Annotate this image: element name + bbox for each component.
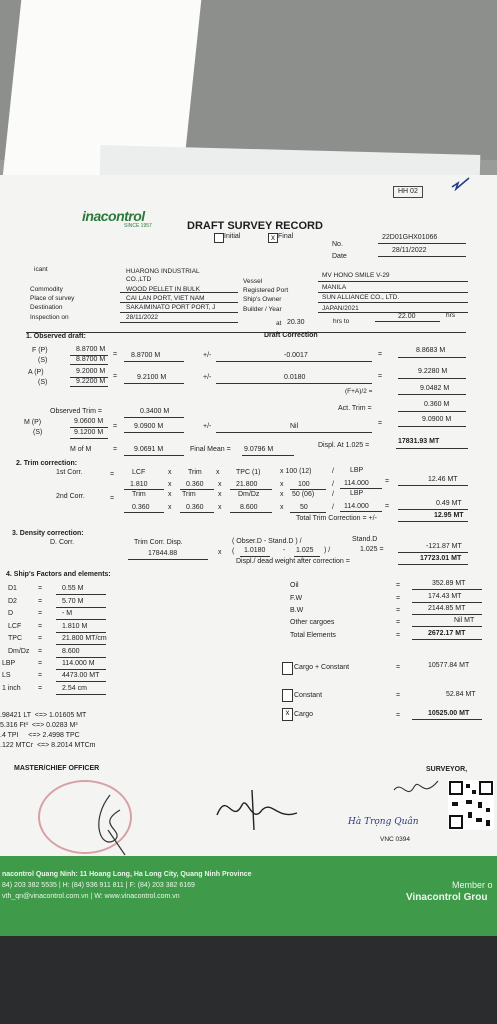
info-value: JAPAN/2021 [322,305,359,312]
element-label: Other cargoes [290,619,335,626]
info-value: 28/11/2022 [126,314,159,321]
to-underline [375,321,440,322]
element-label: B.W [290,607,304,614]
cargo-value: 10525.00 MT [428,710,470,717]
field-line [124,417,184,418]
section-heading: Draft Correction [264,332,318,339]
m-correction: Nil [290,423,299,430]
no-underline [378,243,466,244]
footer-email: vth_qn@vinacontrol.com.vn | W: www.vinacontrol.com.vn [2,893,180,900]
field-line [216,383,372,384]
constant-label: Constant [294,692,323,699]
f-corrected: 8.8683 M [416,347,446,354]
act-trim-value: 0.360 M [424,401,450,408]
displ-after-label: Displ./ dead weight after correction = [236,558,350,565]
m-corrected: 9.0900 M [422,416,452,423]
checkmark-icon [450,177,472,196]
equals: = [385,503,390,510]
trim-op: x [168,491,172,498]
field-line [56,694,106,695]
info-label: Inspection on [30,314,69,321]
field-line [398,378,466,379]
field-line [398,509,468,510]
field-line [412,589,482,590]
field-line [398,521,468,522]
equals: = [396,607,401,614]
element-value: 2144.85 MT [428,605,466,612]
field-line [70,438,108,439]
trim-value: 21.800 [236,481,258,488]
fs-value: 8.8700 M [76,356,106,363]
info-line [318,281,468,282]
info-value: MV HONO SMILE V-29 [322,272,390,279]
mofm-label: M of M [70,446,92,453]
final-label: Final [278,233,294,240]
field-line [398,394,466,395]
officer-signature [212,785,302,840]
std-density: 1.025 [296,547,314,554]
as-label: (S) [38,379,48,386]
info-label: icant [34,266,48,273]
section-divider [26,332,466,333]
field-line [124,512,164,513]
footer-address: nacontrol Quang Ninh: 11 Hoang Long, Ha Long City, Quang Ninh Province [2,871,252,878]
mofm-value: 9.0691 M [134,446,164,453]
equals: = [396,619,401,626]
constant-checkbox[interactable] [282,689,293,702]
corr-disp-value: 17844.88 [148,550,178,557]
field-line [398,411,466,412]
final-checkbox[interactable]: x [268,233,278,243]
total-trim-value: 12.95 MT [434,512,464,519]
element-value: 2672.17 MT [428,630,466,637]
field-line [124,489,164,490]
master-label: MASTER/CHIEF OFFICER [14,765,100,772]
trim-op: x [218,491,222,498]
field-line [124,432,184,433]
density-op: - [283,547,286,554]
at-label: at [276,320,282,327]
trim-value: 114.000 [344,480,369,487]
cargo-constant-value: 10577.84 MT [428,662,470,669]
trim-op: x [280,481,284,488]
final-mean-value: 9.0796 M [244,446,274,453]
factor-label: LCF [8,623,22,630]
constant-value: 52.84 MT [446,691,476,698]
factor-label: LS [2,672,11,679]
field-line [56,681,106,682]
trim-header: Trim [132,491,146,498]
info-line [120,302,238,303]
d-corr-label: D. Corr. [50,539,75,546]
field-line [412,614,482,615]
info-label: Registered Port [243,287,289,294]
info-line [318,302,468,303]
equals: = [110,495,115,502]
info-line [120,322,238,323]
field-line [398,426,466,427]
equals: = [113,446,118,453]
displ-label: Displ. At 1.025 = [318,442,370,449]
field-line [412,719,482,720]
element-label: Oil [290,582,299,589]
factor-value: - M [62,610,73,617]
surveyor-code: VNC 0394 [380,836,410,843]
ms-label: (S) [33,429,43,436]
equals: = [378,373,383,380]
factor-value: 4473.00 MT [62,672,100,679]
conversion-row: 5.316 Ft³ <=> 0.0283 M³ [0,722,78,729]
fa2-label: (F+A)/2 = [345,388,373,395]
density-paren: ( [232,548,235,555]
field-line [216,432,372,433]
trim-op: x [280,504,284,511]
section-heading: 2. Trim correction: [16,460,78,467]
density-formula: ( Obser.D - Stand.D ) / [232,538,302,545]
conversion-row: .4 TPI <=> 2.4998 TPC [0,732,80,739]
trim-header: LCF [132,469,146,476]
element-label: Total Elements [290,632,336,639]
footer-group: Vinacontrol Grou [406,892,488,903]
info-line [120,292,238,293]
field-line [70,386,108,387]
field-line [56,669,106,670]
a-corrected: 9.2280 M [418,368,448,375]
equals: = [38,685,43,692]
factor-label: TPC [8,635,22,642]
factor-value: 8.600 [62,648,80,655]
cargo-label: Cargo [294,711,314,718]
field-line [398,357,466,358]
field-line [216,361,372,362]
equals: = [396,664,401,671]
equals: = [38,672,43,679]
surveyor-signature [392,775,442,810]
trim-header: / [332,468,334,475]
trim-2nd-label: 2nd Corr. [56,493,85,500]
field-line [240,556,270,557]
trim-op: x [280,491,284,498]
field-line [340,488,382,489]
date-label: Date [332,253,347,260]
density-standd: Stand.D [352,536,378,543]
info-value: WOOD PELLET IN BULK [126,286,200,293]
element-value: 352.89 MT [432,580,466,587]
no-value: 22D01GHX01066 [382,234,438,241]
fs-label: (S) [38,357,48,364]
equals: = [110,471,115,478]
equals: = [38,648,43,655]
trim-value: 0.360 [186,481,204,488]
equals: = [113,373,118,380]
fp-label: F (P) [32,347,48,354]
info-label: Destination [30,304,63,311]
date-underline [378,256,466,257]
field-line [56,657,106,658]
equals: = [113,351,118,358]
factor-value: 2.54 cm [62,685,87,692]
factor-value: 0.55 M [62,585,84,592]
density-op: x [218,549,222,556]
trim-header: Trim [182,491,196,498]
trim-header: 50 (06) [292,491,315,498]
final-mean-label: Final Mean = [190,446,231,453]
plus-minus: +/- [203,423,212,430]
total-trim-label: Total Trim Correction = +/- [296,515,377,522]
element-value: Nil MT [454,617,475,624]
cargo-checkbox[interactable]: x [282,708,293,721]
trim-op: x [168,481,172,488]
footer-member: Member o [452,880,493,890]
f-correction: -0.0017 [284,352,308,359]
info-value: CO.,LTD [126,276,152,283]
field-line [398,564,468,565]
conversion-row: .98421 LT <=> 1.01605 MT [0,712,87,719]
a-correction: 0.0180 [284,374,306,381]
factor-label: D2 [8,598,17,605]
info-value: MANILA [322,284,347,291]
section-heading: 1. Observed draft: [26,333,86,340]
trim-header: TPC (1) [236,469,261,476]
trim-2nd-result: 0.49 MT [436,500,462,507]
trim-value: 100 [298,481,310,488]
field-line [230,512,272,513]
factor-label: LBP [2,660,16,667]
equals: = [385,478,390,485]
info-value: SAKAIMINATO PORT PORT, J [126,304,216,311]
trim-header: x [216,469,220,476]
equals: = [38,660,43,667]
trim-value: 114.000 [344,503,369,510]
field-line [180,512,214,513]
logo-subtitle: SINCE 1957 [124,223,152,229]
field-line [56,619,106,620]
trim-op: x [218,504,222,511]
element-label: F.W [290,595,303,602]
fa2-value: 9.0482 M [420,385,450,392]
factor-label: D [8,610,14,617]
field-line [70,364,108,365]
trim-header: x [168,469,172,476]
equals: = [396,582,401,589]
info-label: Commodity [30,286,63,293]
surveyor-name: Hà Trọng Quân [348,817,419,827]
trim-op: / [332,504,334,511]
field-line [124,361,184,362]
factor-label: D1 [8,585,17,592]
factor-value: 5.70 M [62,598,84,605]
hh-ref-box: HH 02 [393,186,423,198]
initial-label: Initial [224,233,241,240]
displ-after-value: 17723.01 MT [420,555,462,562]
field-line [70,427,108,428]
field-line [128,559,208,560]
trim-value: 0.360 [186,504,204,511]
obs-trim-value: 0.3400 M [140,408,170,415]
equals: = [38,598,43,605]
trim-value: 8.600 [240,504,258,511]
trim-op: x [218,481,222,488]
field-line [398,485,468,486]
trim-header: x 100 (12) [280,468,312,475]
draft-survey-document [0,175,497,935]
info-line [318,292,468,293]
field-line [56,644,106,645]
info-label: Ship's Owner [243,296,282,303]
density-op: ) / [324,547,331,554]
equals: = [38,585,43,592]
conversion-row: .122 MTCr <=> 8.2014 MTCm [0,742,96,749]
date-value: 28/11/2022 [392,247,427,254]
equals: = [113,423,118,430]
field-line [56,607,106,608]
field-line [180,489,214,490]
equals: = [38,635,43,642]
footer-bar [0,856,497,936]
master-signature [80,790,140,865]
f-mean: 8.8700 M [131,352,161,359]
info-label: Place of survey [30,295,75,302]
a-mean: 9.2100 M [137,374,167,381]
field-line [412,626,482,627]
factor-value: 21.800 MT/cm [62,635,107,642]
info-value: SUN ALLIANCE CO., LTD. [322,294,400,301]
plus-minus: +/- [203,374,212,381]
trim-op: x [168,504,172,511]
field-line [242,455,294,456]
std-density-2: 1.025 = [360,546,384,553]
field-line [230,489,272,490]
trim-op: / [332,491,334,498]
trim-header: Trim [188,469,202,476]
equals: = [396,712,401,719]
field-line [56,594,106,595]
section-heading: 4. Ship's Factors and elements: [6,571,111,578]
element-value: 174.43 MT [428,593,462,600]
field-line [398,552,468,553]
field-line [340,511,382,512]
field-line [290,489,326,490]
obs-trim-label: Observed Trim = [50,408,102,415]
hrs-label: hrs [446,312,456,319]
factor-value: 114.000 M [62,660,95,667]
section-heading: 3. Density correction: [12,530,84,537]
info-label: Builder / Year [243,306,282,313]
cargo-constant-checkbox[interactable] [282,662,293,675]
displ-value: 17831.93 MT [398,438,440,445]
field-line [56,632,106,633]
info-label: Vessel [243,278,263,285]
mp-label: M (P) [24,419,42,426]
factor-label: 1 inch [2,685,21,692]
ms-value: 9.1200 M [74,429,104,436]
fp-value: 8.8700 M [76,346,106,353]
page-title: DRAFT SURVEY RECORD [187,220,323,232]
info-value: CAI LAN PORT, VIET NAM [126,295,205,302]
as-value: 9.2200 M [76,378,106,385]
trim-value: 0.360 [132,504,150,511]
field-line [396,448,468,449]
trim-header: LBP [350,467,364,474]
field-line [412,639,482,640]
equals: = [396,632,401,639]
density-result: -121.87 MT [426,543,462,550]
ap-value: 9.2000 M [76,368,106,375]
qr-code-icon [448,780,494,835]
footer-phone: 84) 203 382 5535 | H: (84) 936 911 811 | F: (84) 203 382 6169 [2,882,195,889]
initial-checkbox[interactable] [214,233,224,243]
trim-header: Dm/Dz [238,491,260,498]
field-line [294,556,320,557]
background-bottom [0,936,497,1024]
equals: = [38,610,43,617]
no-label: No. [332,241,343,248]
equals: = [38,623,43,630]
plus-minus: +/- [203,352,212,359]
surveyor-label: SURVEYOR, [426,766,468,773]
field-line [412,602,482,603]
obs-density: 1.0180 [244,547,266,554]
company-logo: inacontrol [82,208,145,224]
trim-1st-label: 1st Corr. [56,469,83,476]
factor-label: Dm/Dz [8,648,30,655]
factor-value: 1.810 M [62,623,88,630]
at-value: 20.30 [287,319,305,326]
equals: = [396,595,401,602]
corr-disp-label: Trim Corr. Disp. [134,539,183,546]
trim-op: / [332,481,334,488]
field-line [290,512,326,513]
act-trim-label: Act. Trim = [338,405,372,412]
trim-value: 1.810 [130,481,148,488]
trim-header: LBP [350,490,364,497]
cargo-constant-label: Cargo + Constant [294,664,350,671]
field-line [124,455,184,456]
ap-label: A (P) [28,369,44,376]
equals: = [396,692,401,699]
hrs-to-label: hrs to [333,318,350,325]
equals: = [378,420,383,427]
info-value: HUARONG INDUSTRIAL [126,268,200,275]
equals: = [378,351,383,358]
mp-value: 9.0600 M [74,418,104,425]
info-line [120,312,238,313]
to-value: 22.00 [398,313,416,320]
trim-1st-result: 12.46 MT [428,476,458,483]
m-mean: 9.0900 M [134,423,164,430]
trim-value: 50 [300,504,308,511]
field-line [124,383,184,384]
